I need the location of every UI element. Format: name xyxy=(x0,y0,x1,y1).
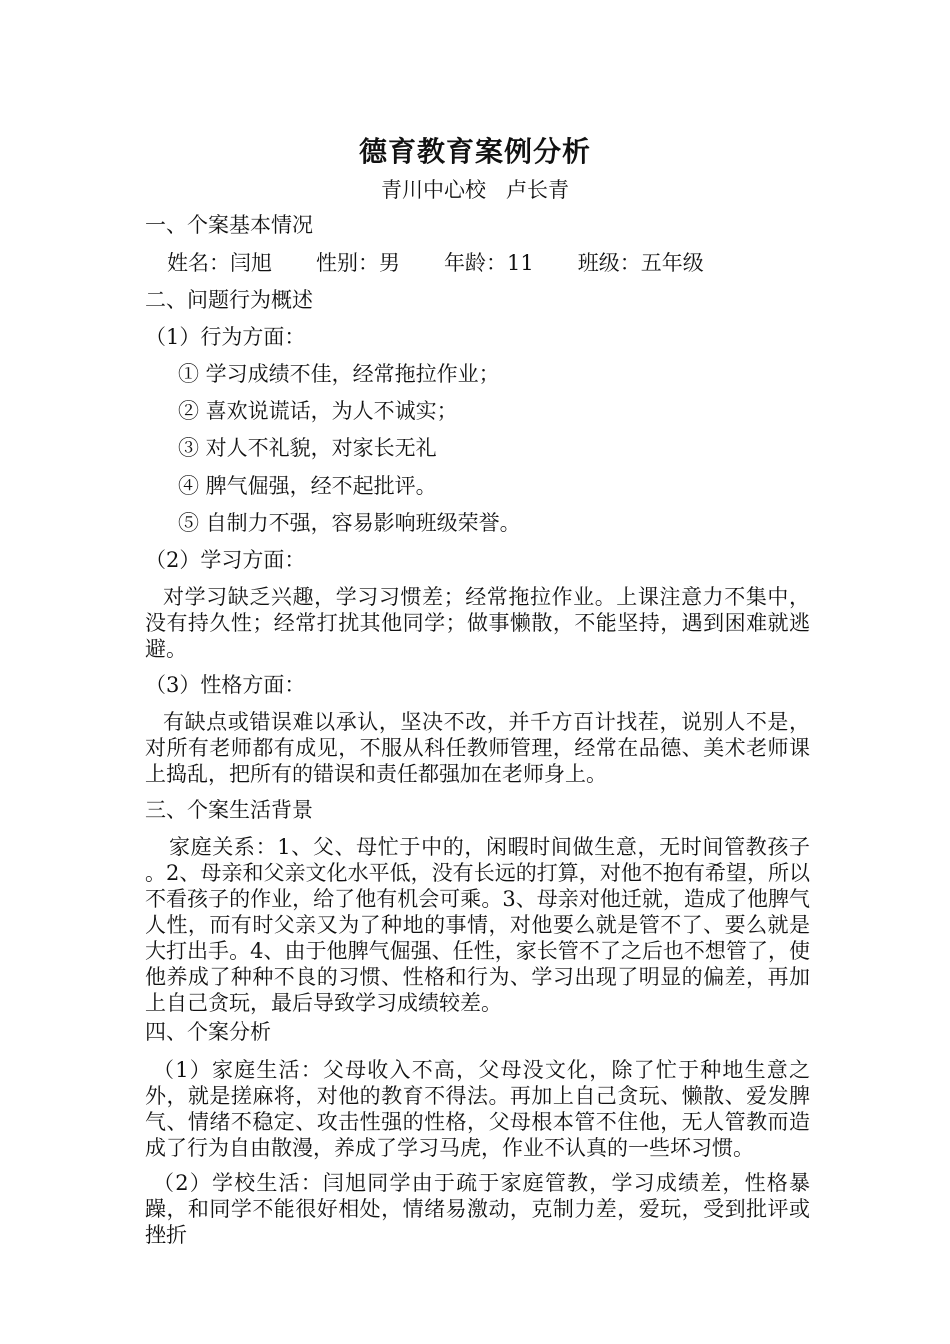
behavior-item: ② 喜欢说谎话，为人不诚实； xyxy=(178,399,458,423)
student-info-row xyxy=(167,250,704,276)
section-heading-problem-behavior: 二、问题行为概述 xyxy=(145,288,313,312)
author-line: 青川中心校 卢长青 xyxy=(380,178,570,202)
behavior-item: ⑤ 自制力不强，容易影响班级荣誉。 xyxy=(178,511,521,535)
school-life-paragraph: （2）学校生活：闫旭同学由于疏于家庭管教，学习成绩差，性格暴躁，和同学不能很好相处，情绪易激动，克制力差，爱玩，受到批评或挫折 xyxy=(145,1171,810,1247)
student-name: 姓名：闫旭 xyxy=(167,251,272,275)
student-gender: 性别：男 xyxy=(316,251,400,275)
behavior-heading: （1）行为方面： xyxy=(145,325,306,349)
background-paragraph: 家庭关系：1、父、母忙于中的，闲暇时间做生意，无时间管教孩子 。2、母亲和父亲文化水平低，没有长远的打算，对他不抱有希望，所以不看孩子的作业，给了他有机会可乘。3、母亲对他迁就，造成了他脾气人性，而有时父亲又为了种地的事情，对他要么就是管不了、要么就是大打出手。4、由于他脾气倔强、任性，家长管不了之后也不想管了，使他养成了种种不良的习惯、性格和行为、学习出现了明显的偏差，再加上自己贪玩，最后导致学习成绩较差。 xyxy=(145,835,810,1015)
personality-paragraph: 有缺点或错误难以承认，坚决不改，并千方百计找茬，说别人不是，对所有老师都有成见，不服从科任教师管理，经常在品德、美术老师课上捣乱，把所有的错误和责任都强加在老师身上。 xyxy=(145,710,810,786)
study-heading: （2）学习方面： xyxy=(145,548,306,572)
behavior-item: ① 学习成绩不佳，经常拖拉作业； xyxy=(178,362,500,386)
student-age: 年龄：11 xyxy=(444,251,534,275)
behavior-item: ④ 脾气倔强，经不起批评。 xyxy=(178,474,437,498)
section-heading-life-background: 三、个案生活背景 xyxy=(145,798,313,822)
family-life-paragraph: （1）家庭生活：父母收入不高，父母没文化，除了忙于种地生意之外，就是搓麻将，对他的教育不得法。再加上自己贪玩、懒散、爱发脾气、情绪不稳定、攻击性强的性格，父母根本管不住他，无人管教而造成了行为自由散漫，养成了学习马虎，作业不认真的一些坏习惯。 xyxy=(145,1058,810,1160)
document-title: 德育教育案例分析 xyxy=(358,135,591,168)
personality-heading: （3）性格方面： xyxy=(145,673,306,697)
section-heading-basic-info: 一、个案基本情况 xyxy=(145,213,313,237)
student-grade: 班级：五年级 xyxy=(577,251,704,275)
behavior-item: ③ 对人不礼貌，对家长无礼 xyxy=(178,436,437,460)
study-paragraph: 对学习缺乏兴趣，学习习惯差；经常拖拉作业。上课注意力不集中，没有持久性；经常打扰其他同学；做事懒散，不能坚持，遇到困难就逃避。 xyxy=(145,585,810,661)
section-heading-case-analysis: 四、个案分析 xyxy=(145,1020,271,1044)
